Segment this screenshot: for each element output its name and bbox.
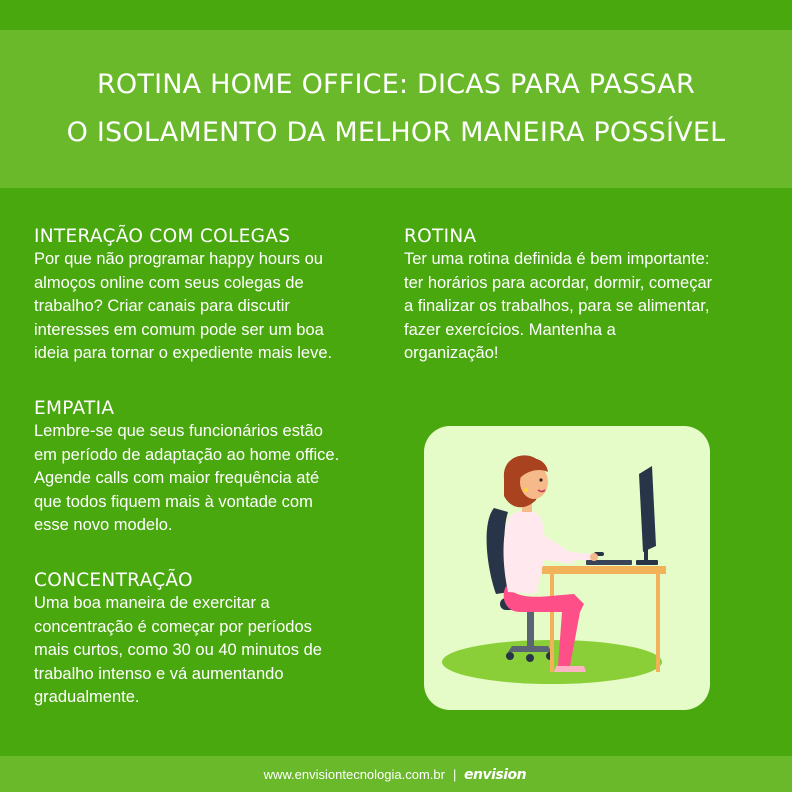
section-rotina (404, 226, 776, 366)
top-strip (0, 0, 792, 30)
section-text-line: organização! (404, 344, 499, 362)
section-interacao (34, 226, 389, 366)
section-text-line: gradualmente. (34, 688, 140, 706)
section-text-line: Agende calls com maior frequência até (34, 469, 320, 487)
page-footer (0, 756, 792, 792)
home-office-illustration-card (424, 426, 710, 710)
section-text-line: Por que não programar happy hours ou (34, 250, 323, 268)
section-text-line: Uma boa maneira de exercitar a (34, 594, 270, 612)
woman-at-desk-illustration (424, 426, 710, 710)
section-text-line: Ter uma rotina definida é bem importante: (404, 250, 710, 268)
section-text-line: almoços online com seus colegas de (34, 273, 304, 292)
section-text-line: trabalho? Criar canais para discutir (34, 297, 290, 315)
svg-text:envision: envision (464, 767, 527, 783)
section-text-line: a finalizar os trabalhos, para se alimentar, (404, 297, 710, 315)
section-text-line: concentração é começar por períodos (34, 617, 312, 636)
section-text-line: Lembre-se que seus funcionários estão (34, 422, 323, 440)
footer-separator: | (452, 766, 457, 782)
section-title: INTERAÇÃO COM COLEGAS (34, 226, 291, 247)
page-title-line-1: ROTINA HOME OFFICE: DICAS PARA PASSAR (96, 69, 696, 100)
section-title: ROTINA (404, 226, 477, 247)
section-text-line: ter horários para acordar, dormir, começar (404, 273, 713, 292)
envision-logo (464, 764, 528, 784)
section-text-line: mais curtos, como 30 ou 40 minutos de (34, 641, 322, 659)
section-text-line: em período de adaptação ao home office. (34, 445, 340, 464)
section-text-line: trabalho intenso e vá aumentando (34, 664, 284, 683)
page-title-line-2: O ISOLAMENTO DA MELHOR MANEIRA POSSÍVEL (66, 117, 726, 148)
website-url[interactable]: www.envisiontecnologia.com.br (263, 766, 445, 782)
section-text-line: fazer exercícios. Mantenha a (404, 320, 616, 339)
section-text-line: ideia para tornar o expediente mais leve. (34, 344, 333, 362)
section-text-line: que todos fiquem mais à vontade com (34, 492, 313, 511)
page-header (0, 30, 792, 188)
section-title: CONCENTRAÇÃO (34, 570, 193, 591)
section-text-line: interesses em comum pode ser um boa (34, 320, 324, 339)
section-empatia (34, 398, 394, 538)
section-text-line: esse novo modelo. (34, 516, 173, 534)
section-title: EMPATIA (34, 398, 115, 419)
section-concentracao (34, 570, 394, 710)
